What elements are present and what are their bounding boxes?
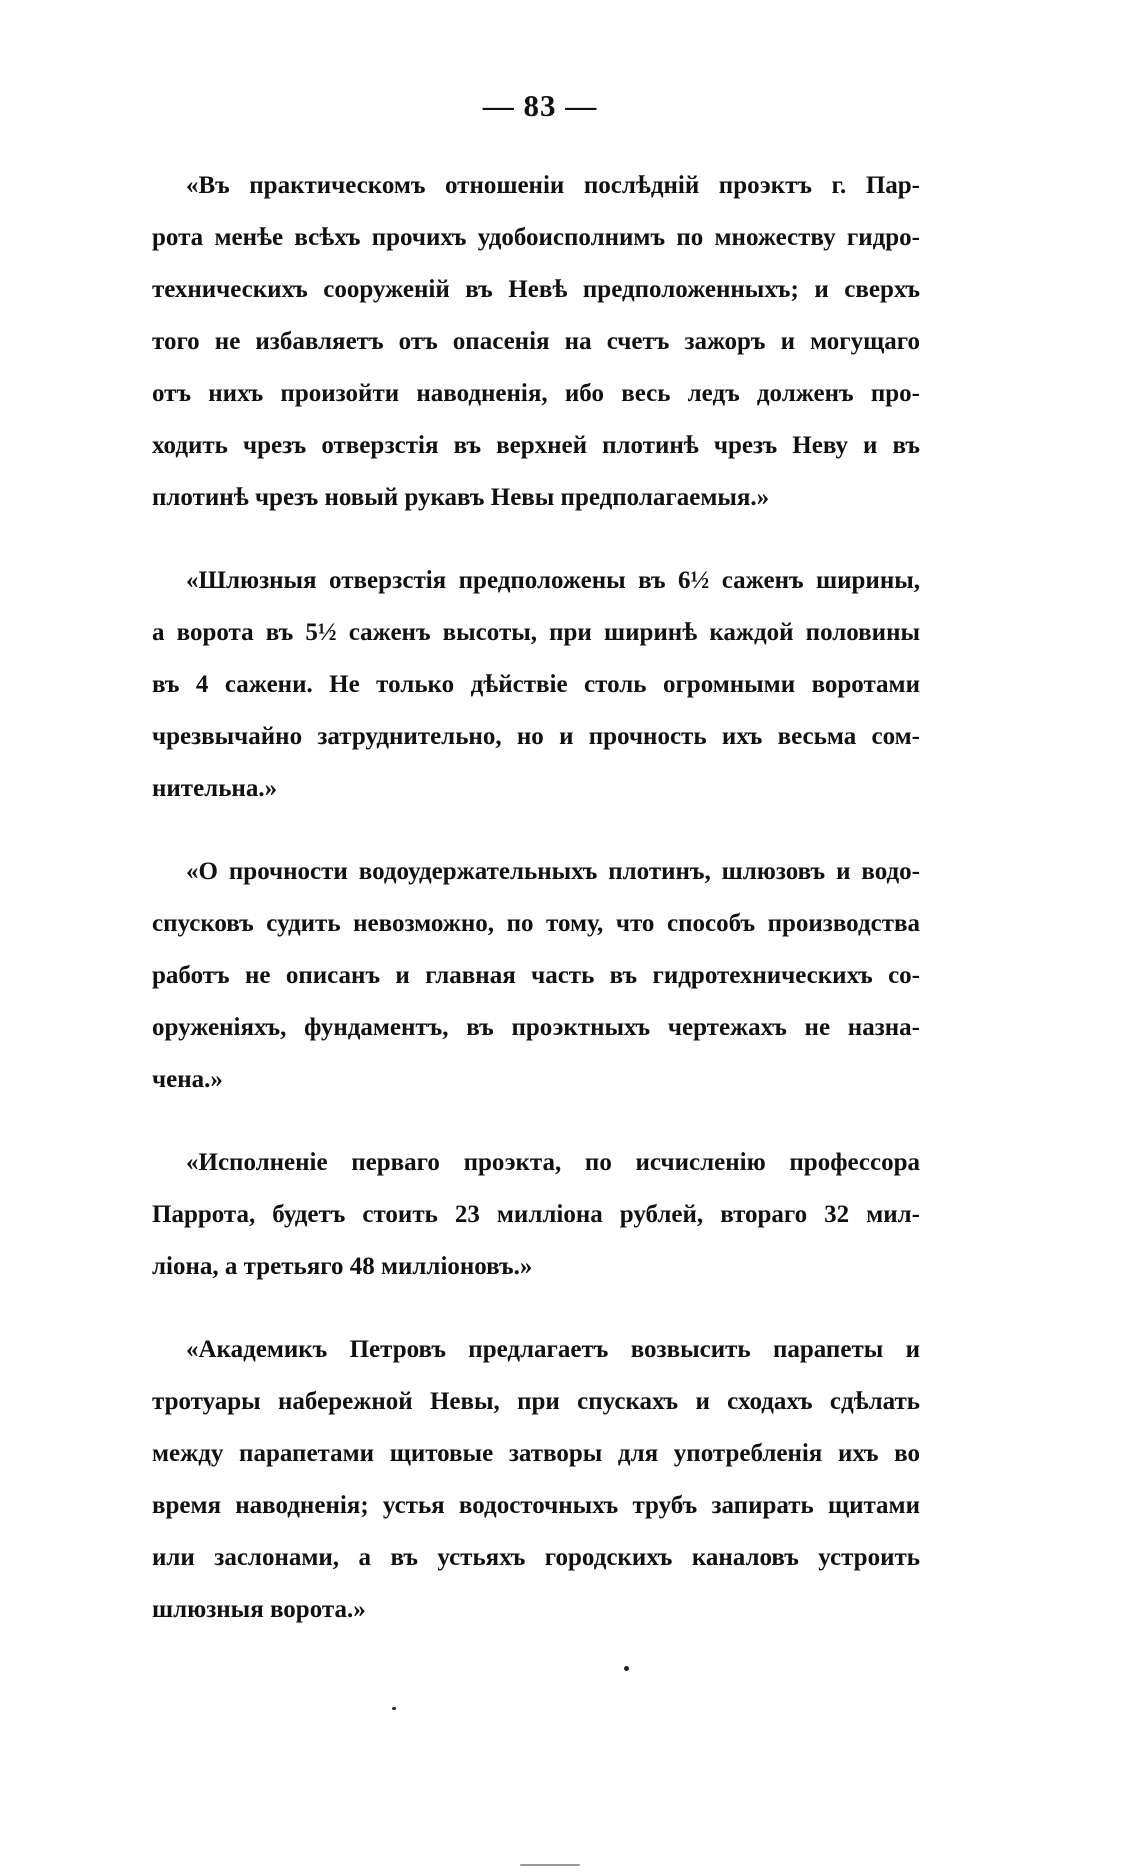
text-line: время наводненія; устья водосточныхъ трубъ запирать щитами: [152, 1492, 920, 1519]
text-line: техническихъ сооруженій въ Невѣ предположенныхъ; и сверхъ: [152, 276, 920, 303]
text-line: чрезвычайно затруднительно, но и прочность ихъ весьма сом-: [152, 723, 920, 750]
text-line: тротуары набережной Невы, при спускахъ и сходахъ сдѣлать: [152, 1388, 920, 1415]
paragraph-3: [152, 846, 920, 1106]
text-line: «Въ практическомъ отношеніи послѣдній проэктъ г. Пар-: [186, 172, 920, 199]
text-line: ходить чрезъ отверзстія въ верхней плотинѣ чрезъ Неву и въ: [152, 432, 920, 459]
text-line: или заслонами, а въ устьяхъ городскихъ каналовъ устроить: [152, 1544, 920, 1571]
body-text: [152, 160, 920, 1667]
text-line: отъ нихъ произойти наводненія, ибо весь ледъ долженъ про-: [152, 380, 920, 407]
text-line: «Шлюзныя отверзстія предположены въ 6½ саженъ ширины,: [186, 567, 920, 594]
text-line: Паррота, будетъ стоить 23 милліона рублей, втораго 32 мил-: [152, 1201, 920, 1228]
text-line: «О прочности водоудержательныхъ плотинъ, шлюзовъ и водо-: [186, 858, 920, 885]
scan-speck: [392, 1707, 396, 1710]
text-line: рота менѣе всѣхъ прочихъ удобоисполнимъ по множеству гидро-: [152, 224, 920, 251]
scan-speck: [624, 1666, 629, 1671]
text-line: того не избавляетъ отъ опасенія на счетъ зажоръ и могущаго: [152, 328, 920, 355]
text-line: нительна.»: [152, 775, 278, 802]
text-line: спусковъ судить невозможно, по тому, что способъ производства: [152, 910, 920, 937]
text-line: плотинѣ чрезъ новый рукавъ Невы предполагаемыя.»: [152, 484, 770, 511]
text-line: оруженіяхъ, фундаментъ, въ проэктныхъ чертежахъ не назна-: [152, 1014, 920, 1041]
paragraph-5: [152, 1324, 920, 1636]
scan-speck: [520, 1864, 580, 1866]
text-line: чена.»: [152, 1066, 223, 1093]
page-number: — 83 —: [482, 88, 598, 123]
paragraph-2: [152, 555, 920, 815]
text-line: «Исполненіе перваго проэкта, по исчисленію профессора: [186, 1149, 920, 1176]
paragraph-1: [152, 160, 920, 524]
text-line: а ворота въ 5½ саженъ высоты, при ширинѣ каждой половины: [152, 619, 920, 646]
text-line: шлюзныя ворота.»: [152, 1596, 366, 1623]
text-line: ліона, а третьяго 48 милліоновъ.»: [152, 1253, 533, 1280]
text-line: въ 4 сажени. Не только дѣйствіе столь огромными воротами: [152, 671, 920, 698]
text-line: между парапетами щитовые затворы для употребленія ихъ во: [152, 1440, 920, 1467]
text-line: «Академикъ Петровъ предлагаетъ возвысить парапеты и: [186, 1336, 920, 1363]
paragraph-4: [152, 1137, 920, 1293]
text-line: работъ не описанъ и главная часть въ гидротехническихъ со-: [152, 962, 920, 989]
